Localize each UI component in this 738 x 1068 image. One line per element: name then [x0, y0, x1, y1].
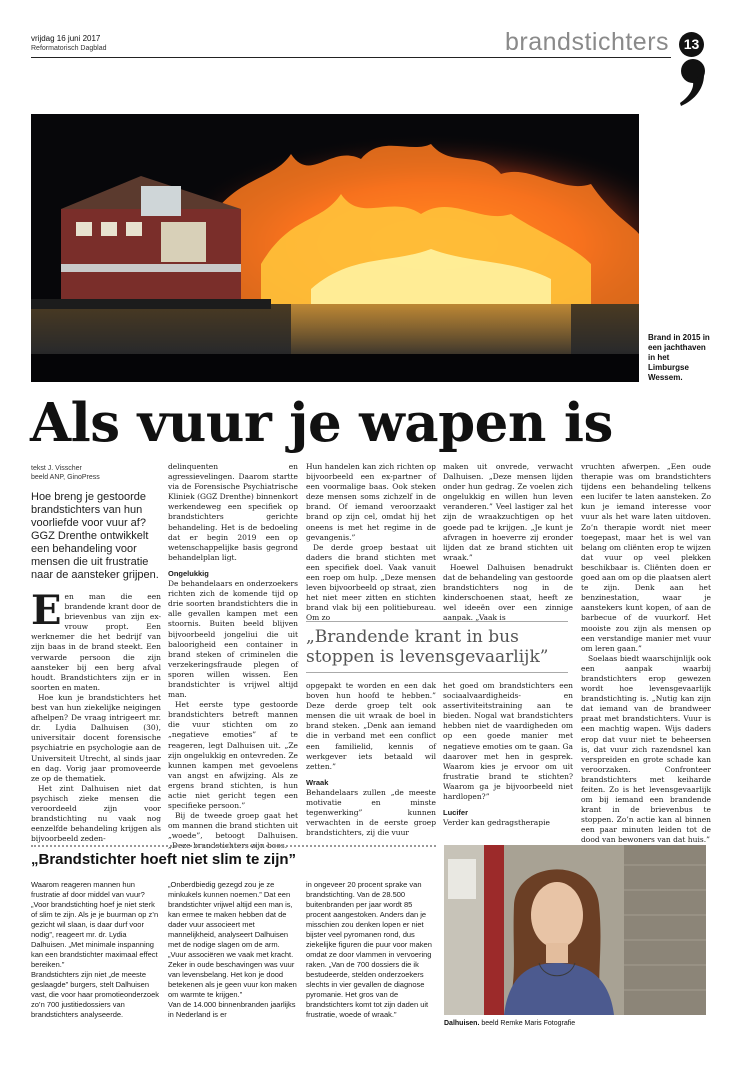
paragraph: en man die een brandende krant door de brievenbus van zijn ex-vrouw propt. Een werknemer die het bedrijf van zijn baas in de brand steekt. Een verwarde persoon die zijn aansteker bij een berg afval houdt. Brandstichters zijn er in soorten en maten. [31, 592, 161, 692]
paragraph: opgepakt te worden en een dak boven hun hoofd te hebben.” Deze derde groep telt ook mensen die uit wraak de boel in brand steken. „Denk aan iemand die in verband met een conflict een familielid, kennis of werkgever iets betaald wil zetten.” [306, 681, 436, 771]
page-number-badge: 13 [679, 32, 704, 57]
portrait-caption [444, 1019, 575, 1028]
paragraph: in ongeveer 20 procent sprake van brandstichting. Van de 28.500 buitenbranden per jaar wordt 85 procent aangestoken. Anders dan je misschien zou denken lopen er niet bijster veel pyromanen rond, dus ziekelijke figuren die puur voor maken omdat ze door vlammen in vervoering raken. „Van de 700 dossiers die ik bestudeerde, stelden onderzoekers slechts in vier gevallen de diagnose pyromanie. Het gros van de brandstichters komt tot zijn daden uit frustratie, woede of wraak.” [306, 880, 432, 1019]
article-column-5 [581, 462, 711, 845]
hero-photo-marina-fire [31, 114, 639, 382]
paragraph: Het eerste type gestoorde brandstichters betreft mannen die vuur stichten om zo „negatieve emoties” af te reageren, legt Dalhuisen uit. „Ze zijn ongelukkig en ontevreden. Ze kunnen kampen met gevoelens van angst en afwijzing. Als ze ergens brand stichten, is hun actie niet gericht tegen een specifieke persoon.” [168, 700, 298, 811]
header-rule [31, 57, 671, 58]
paragraph: Soelaas biedt waarschijnlijk ook een aanpak waarbij brandstichters erop gewezen wordt hoe levensgevaarlijk brandstichting is. „Nutig kan zijn dat iemand van de brandweer praat met brandstichters. Vuur is een machtig wapen. Wijs daders erop dat vuur niet te beheersen is, dat vuur zich razendsnel kan verspreiden en grote schade kan veroorzaken. Confronteer brandstichters met keiharde feiten. Zo is het levensgevaarlijk om bij iemand een brandende krant in de brievenbus te stoppen. Zo’n actie kan al binnen een paar minuten leiden tot de dood van bewoners van dat huis.” [581, 653, 711, 845]
box-column-3 [306, 880, 436, 1030]
paragraph: Bij de tweede groep gaat het om mannen die brand stichten uit „woede”, betoogt Dalhuisen. „Deze brandstichters zijn boos. [168, 811, 298, 851]
photo-credit: beeld Remke Maris Fotografie [481, 1020, 576, 1027]
article-column-3-continued [306, 681, 436, 838]
paragraph: De behandelaars en onderzoekers richten zich de komende tijd op drie soorten brandstichters die in alle gevallen kampen met een stoornis. Buiten beeld blijven bijvoorbeeld jongeliui die uit baloorigheid een container in brand steken of criminelen die verzekeringsfraude plegen of sporen willen wissen. Een brandstichter is vrijwel altijd man. [168, 579, 298, 700]
byline-text: tekst J. Visscher [31, 465, 82, 472]
paragraph: vruchten afwerpen. „Een oude therapie was om brandstichters tijdens een behandeling telkens een lucifer te laten aansteken. Zo kun je iemand interesse voor vuur als het ware laten uitdoven. Zo’n therapie wordt niet meer toegepast, maar het is wel van belang om cliënten erop te wijzen dat vuur op veel plekken beschikbaar is. Cliënten doen er goed aan om op die plaatsen alert te zijn. Denk aan het benzinestation, waar je aanstekers kunt kopen, of aan de barbecue of de vuurkorf. Het mooiste zou zijn als mensen op een verstandige manier met vuur om leren gaan.” [581, 462, 711, 653]
article-column-1 [31, 587, 161, 844]
headline: Als vuur je wapen is [30, 392, 613, 454]
issue-date: vrijdag 16 juni 2017 [31, 34, 101, 43]
caption-name: Dalhuisen. [444, 1020, 480, 1027]
paragraph: Behandelaars zullen „de meeste motivatie en minste tegenwerking” kunnen verwachten in de eerste groep brandstichters, zij die vuur [306, 787, 436, 838]
paragraph: De derde groep bestaat uit daders die brand stichten met een specifiek doel. Vaak vanuit een roep om hulp. „Deze mensen leven bijvoorbeeld op straat, zien het niet meer zitten en stichten brand vlak bij een politiebureau. Om zo [306, 542, 436, 623]
paragraph: Hun handelen kan zich richten op bijvoorbeeld een ex-partner of een voormalige baas. Ook steken deze mensen soms zichzelf in de brand. Of iemand veroorzaakt brand op zijn cel, omdat hij het oneens is met het regime in de gevangenis.” [306, 462, 436, 542]
pull-quote: „Brandende krant in bus stoppen is levensgevaarlijk” [306, 621, 568, 673]
paragraph: Hoe kun je brandstichters het best van hun ziekelijke neigingen afhelpen? De vraag intrigeert mr. dr. Lydia Dalhuisen (30), universitair docent forensische psychiatrie en psychologie aan de Universiteit Utrecht, al sinds jaar en dag. Vorig jaar promoveerde ze op de thematiek. [31, 692, 161, 783]
paragraph: Waarom reageren mannen hun frustratie af door middel van vuur? „Voor brandstichting hoef je niet sterk of slim te zijn. Als je je buurman op z’n gezicht wil slaan, is daar durf voor nodig”, reageert mr. dr. Lydia Dalhuisen. „Met minimale inspanning kan een brandstichter maximaal effect bereiken.” [31, 880, 159, 969]
paragraph: Het zint Dalhuisen niet dat psychisch zieke mensen die veroordeeld zijn voor brandstichting nu vaak nog eenzelfde behandeling krijgen als bijvoorbeeld zeden- [31, 783, 161, 844]
article-column-3 [306, 462, 436, 623]
paragraph: „Onberdbiedig gezegd zou je ze minkukels kunnen noemen.” Dat een brandstichter vrijwel altijd een man is, kan ermee te maken hebben dat de dader vuur associeert met mannelijkheid, analyseert Dalhuisen met de nodige slagen om de arm. „Vuur associëren we vaak met kracht. Zeker in oude beschavingen was vuur van levensbelang. Het kon je dood betekenen als je geen vuur kon maken om warmte te krijgen.” [168, 880, 297, 999]
newspaper-name: Reformatorisch Dagblad [31, 45, 107, 52]
subheading: Wraak [306, 777, 329, 787]
hero-caption: Brand in 2015 in een jachthaven in het Limburgse Wessem. [648, 333, 710, 382]
paragraph: Verder kan gedragstherapie [443, 818, 550, 828]
section-title: brandstichters [505, 28, 670, 56]
paragraph: Brandstichters zijn niet „de meeste geslaagde” burgers, stelt Dalhuisen vast, die voor haar promotieonderzoek zo’n 700 justitiedossiers van brandstichters analyseerde. [31, 970, 159, 1019]
drop-cap: E [31, 587, 62, 634]
byline-photo: beeld ANP, GinoPress [31, 474, 100, 481]
portrait-photo-dalhuisen [444, 845, 706, 1015]
paragraph: delinquenten en agressievelingen. Daarom startte via de Forensische Psychiatrische Kliniek (GGZ Drenthe) binnenkort werkendeweg een specifiek op brandstichters gerichte behandeling. Het is de bedoeling dat er begin 2019 een op wetenschappelijke basis gegrond behandelplan ligt. [168, 462, 298, 562]
article-column-2 [168, 462, 298, 851]
intro-text: Hoe breng je gestoorde brandstichters van hun voorliefde voor vuur af? GGZ Drenthe ontwikkelt een behandeling voor mensen die uit frustratie naar de aansteker grijpen. [31, 491, 159, 581]
article-column-4-continued [443, 681, 573, 833]
comma-logo-icon [677, 58, 707, 108]
box-title: „Brandstichter hoeft niet slim te zijn” [31, 851, 297, 868]
box-column-2 [168, 880, 298, 1030]
article-column-4 [443, 462, 573, 623]
paragraph: het goed om brandstichters een sociaalvaardigheids- en assertiviteitstraining aan te bieden. Nogal wat brandstichters hebben niet de vaardigheden om op een goede manier met negatieve emoties om te gaan. Ga daarover met hen in gesprek. Waarom kies je ervoor om uit frustratie brand te stichten? Waarom ga je bijvoorbeeld niet hardlopen?” [443, 681, 573, 802]
paragraph: Van de 14.000 binnenbranden jaarlijks in Nederland is er [168, 1000, 296, 1019]
paragraph: maken uit onvrede, verwacht Dalhuisen. „Deze mensen lijden onder hun gedrag. Ze voelen zich ongelukkig en willen hun leven veranderen.” Veel lastiger zal het zijn de wraakzuchtigen op het goede pad te krijgen. „Je kunt je afvragen in hoeverre zij eronder lijden dat ze brand stichten uit wraak.” [443, 462, 573, 562]
subheading: Lucifer [443, 808, 469, 818]
byline [31, 464, 100, 482]
box-divider [31, 845, 436, 847]
subheading: Ongelukkig [168, 568, 209, 578]
box-column-1 [31, 880, 161, 1030]
paragraph: Hoewel Dalhuisen benadrukt dat de behandeling van gestoorde brandstichters nog in de kinderschoenen staat, heeft ze wel ideeën over een zinnige aanpak. „Vaak is [443, 562, 573, 623]
